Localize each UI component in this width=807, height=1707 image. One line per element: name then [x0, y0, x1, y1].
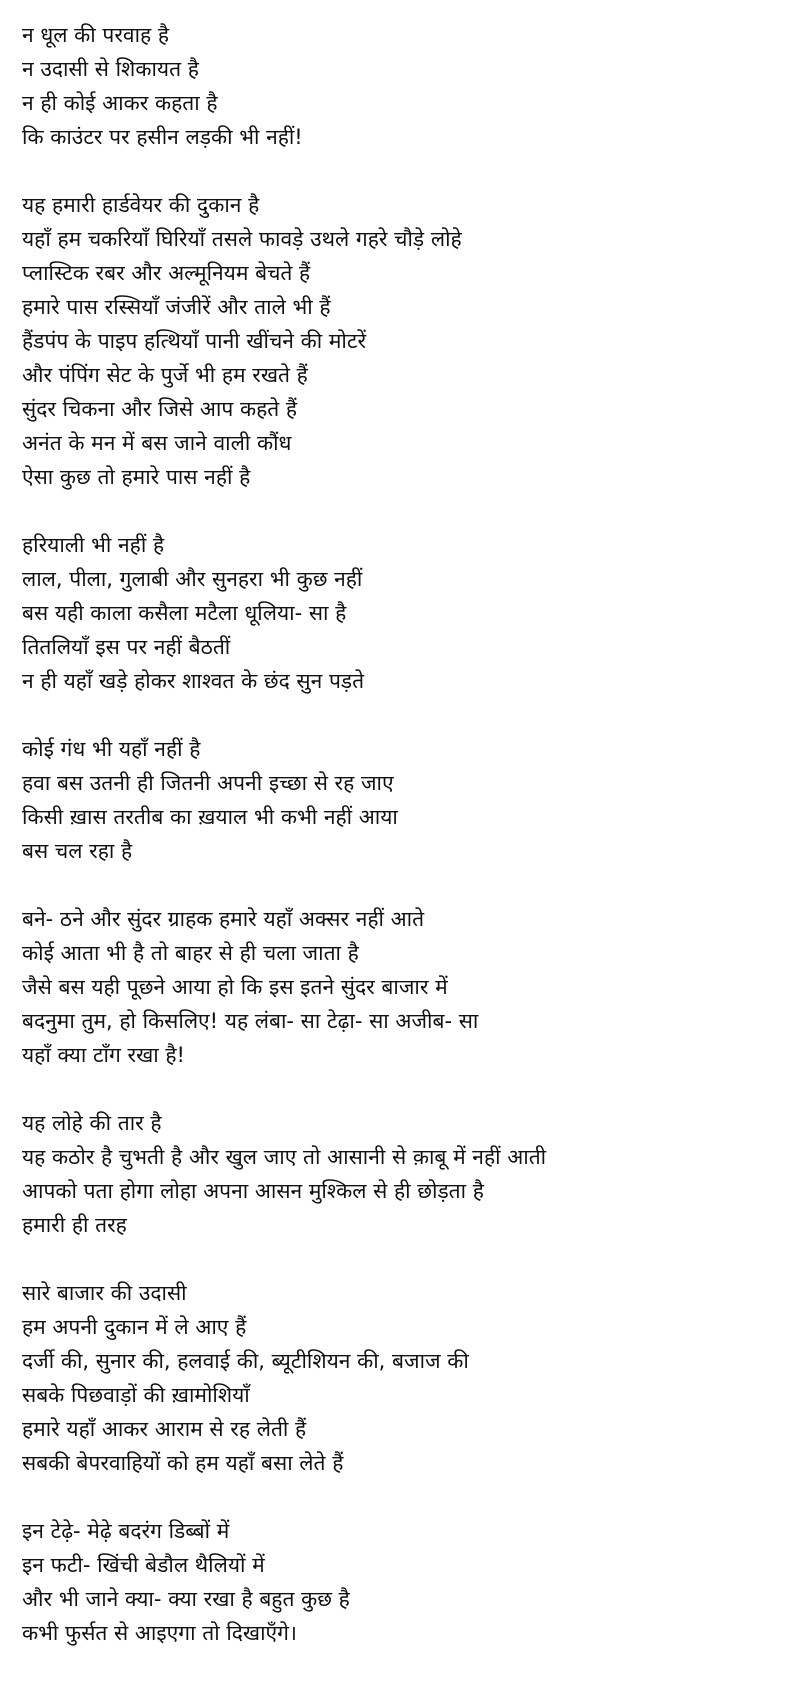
stanza-7: [22, 1276, 792, 1480]
poem-line: अनंत के मन में बस जाने वाली कौंध: [22, 431, 292, 455]
poem-line: कभी फुर्सत से आइएगा तो दिखाएँगे।: [22, 1621, 297, 1645]
poem-line: न उदासी से शिकायत है: [22, 57, 199, 81]
poem-line: कि काउंटर पर हसीन लड़की भी नहीं!: [22, 125, 303, 149]
poem-line: बने- ठने और सुंदर ग्राहक हमारे यहाँ अक्सर नहीं आते: [22, 907, 425, 931]
poem-line: न ही यहाँ खड़े होकर शाश्वत के छंद सुन पड़ते: [22, 669, 365, 693]
poem-line: बस चल रहा है: [22, 839, 133, 863]
poem-line: इन फटी- खिंची बेडौल थैलियों में: [22, 1553, 265, 1577]
poem-line: इन टेढ़े- मेढ़े बदरंग डिब्बों में: [22, 1519, 230, 1543]
poem-line: सुंदर चिकना और जिसे आप कहते हैं: [22, 397, 298, 421]
poem-line: तितलियाँ इस पर नहीं बैठतीं: [22, 635, 231, 659]
poem-line: बस यही काला कसैला मटैला धूलिया- सा है: [22, 601, 347, 625]
poem-line: हमारे यहाँ आकर आराम से रह लेती हैं: [22, 1417, 307, 1441]
poem-line: और भी जाने क्या- क्या रखा है बहुत कुछ है: [22, 1587, 350, 1611]
stanza-1: [22, 18, 792, 154]
poem-line: ऐसा कुछ तो हमारे पास नहीं है: [22, 465, 251, 489]
poem-line: यहाँ क्या टाँग रखा है!: [22, 1043, 185, 1067]
poem-line: आपको पता होगा लोहा अपना आसन मुश्किल से ही छोड़ता है: [22, 1179, 484, 1203]
poem-line: कोई गंध भी यहाँ नहीं है: [22, 737, 201, 761]
stanza-5: [22, 902, 792, 1072]
poem-line: दर्जी की, सुनार की, हलवाई की, ब्यूटीशियन की, बजाज की: [22, 1349, 469, 1373]
poem-line: यह लोहे की तार है: [22, 1111, 162, 1135]
poem-line: हम अपनी दुकान में ले आए हैं: [22, 1315, 247, 1339]
poem-line: सारे बाजार की उदासी: [22, 1281, 187, 1305]
poem-line: हरियाली भी नहीं है: [22, 533, 165, 557]
poem-line: सबकी बेपरवाहियों को हम यहाँ बसा लेते हैं: [22, 1451, 344, 1475]
poem-line: यह कठोर है चुभती है और खुल जाए तो आसानी से क़ाबू में नहीं आती: [22, 1145, 547, 1169]
poem-line: हमारे पास रस्सियाँ जंजीरें और ताले भी हैं: [22, 295, 331, 319]
poem-line: न धूल की परवाह है: [22, 23, 170, 47]
poem-line: किसी ख़ास तरतीब का ख़याल भी कभी नहीं आया: [22, 805, 398, 829]
poem-line: कोई आता भी है तो बाहर से ही चला जाता है: [22, 941, 359, 965]
poem-text: [22, 18, 792, 1650]
stanza-4: [22, 732, 792, 868]
poem-line: न ही कोई आकर कहता है: [22, 91, 218, 115]
poem-line: प्लास्टिक रबर और अल्मूनियम बेचते हैं: [22, 261, 311, 285]
stanza-6: [22, 1106, 792, 1242]
poem-line: सबके पिछवाड़ों की ख़ामोशियाँ: [22, 1383, 250, 1407]
stanza-3: [22, 528, 792, 698]
poem-line: बदनुमा तुम, हो किसलिए! यह लंबा- सा टेढ़ा- सा अजीब- सा: [22, 1009, 479, 1033]
poem-line: यह हमारी हार्डवेयर की दुकान है: [22, 193, 260, 217]
poem-line: यहाँ हम चकरियाँ घिरियाँ तसले फावड़े उथले गहरे चौड़े लोहे: [22, 227, 462, 251]
poem-line: हैंडपंप के पाइप हत्थियाँ पानी खींचने की मोटरें: [22, 329, 367, 353]
poem-line: हमारी ही तरह: [22, 1213, 127, 1237]
poem-line: लाल, पीला, गुलाबी और सुनहरा भी कुछ नहीं: [22, 567, 363, 591]
stanza-8: [22, 1514, 792, 1650]
stanza-2: [22, 188, 792, 494]
poem-line: हवा बस उतनी ही जितनी अपनी इच्छा से रह जाए: [22, 771, 394, 795]
poem-line: जैसे बस यही पूछने आया हो कि इस इतने सुंदर बाजार में: [22, 975, 448, 999]
poem-line: और पंपिंग सेट के पुर्जे भी हम रखते हैं: [22, 363, 308, 387]
